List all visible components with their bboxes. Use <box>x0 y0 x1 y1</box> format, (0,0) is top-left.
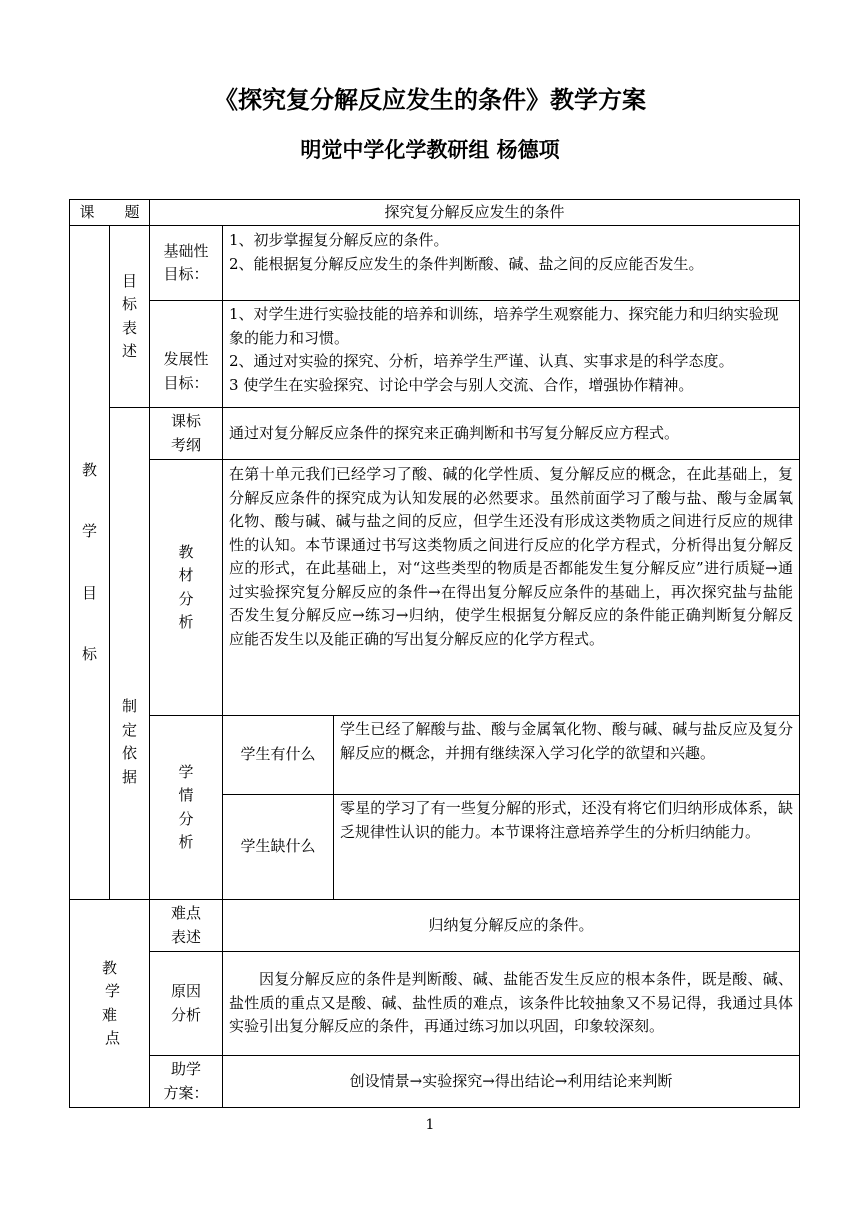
difficulty-statement-row <box>70 900 800 952</box>
textbook-label: 教 材 分 析 <box>150 460 223 716</box>
textbook-content: 在第十单元我们已经学习了酸、碱的化学性质、复分解反应的概念，在此基础上，复分解反应条件的探究成为认知发展的必然要求。虽然前面学习了酸与盐、酸与金属氧化物、酸与碱、碱与盐之间的反应，但学生还没有形成这类物质之间进行反应的规律性的认知。本节课通过书写这类物质之间进行反应的化学方程式，分析得出复分解反应的形式，在此基础上，对“这些类型的物质是否都能发生复分解反应”进行质疑→通过实验探究复分解反应的条件→在得出复分解反应条件的基础上，再次探究盐与盐能否发生复分解反应→练习→归纳，使学生根据复分解反应的条件能正确判断复分解反应能否发生以及能正确的写出复分解反应的化学方程式。 <box>223 460 800 716</box>
reason-content: 因复分解反应的条件是判断酸、碱、盐能否发生反应的根本条件，既是酸、碱、盐性质的重点又是酸、碱、盐性质的难点，该条件比较抽象又不易记得，我通过具体实验引出复分解反应的条件，再通过练习加以巩固，印象较深刻。 <box>223 952 800 1056</box>
topic-row <box>70 200 800 226</box>
syllabus-label: 课标 考纲 <box>150 408 223 460</box>
goal-statement-label: 目 标 表 述 <box>110 226 150 408</box>
dev-goal-row <box>70 301 800 408</box>
plan-label: 助学 方案： <box>150 1056 223 1108</box>
basic-goal-content: 1、初步掌握复分解反应的条件。 2、能根据复分解反应发生的条件判断酸、碱、盐之间的反应能否发生。 <box>223 226 800 301</box>
plan-row <box>70 1056 800 1108</box>
reason-label: 原因 分析 <box>150 952 223 1056</box>
plan-content: 创设情景→实验探究→得出结论→利用结论来判断 <box>223 1056 800 1108</box>
reason-row <box>70 952 800 1056</box>
topic-value: 探究复分解反应发生的条件 <box>150 200 800 226</box>
dev-goal-label: 发展性 目标： <box>150 301 223 408</box>
students-have-row <box>70 716 800 795</box>
students-have-content: 学生已经了解酸与盐、酸与金属氧化物、酸与碱、碱与盐反应及复分解反应的概念，并拥有继续深入学习化学的欲望和兴趣。 <box>334 716 800 795</box>
difficulty-statement-content: 归纳复分解反应的条件。 <box>223 900 800 952</box>
students-lack-content: 零星的学习了有一些复分解的形式，还没有将它们归纳形成体系，缺乏规律性认识的能力。本节课将注意培养学生的分析归纳能力。 <box>334 795 800 900</box>
basis-label: 制 定 依 据 <box>110 408 150 900</box>
teaching-goal-label: 教 学 目 标 <box>70 226 110 900</box>
basic-goal-label: 基础性 目标： <box>150 226 223 301</box>
learner-analysis-label: 学 情 分 析 <box>150 716 223 900</box>
textbook-row <box>70 460 800 716</box>
lesson-plan-table <box>69 199 800 1108</box>
basic-goal-row <box>70 226 800 301</box>
syllabus-row <box>70 408 800 460</box>
difficulty-statement-label: 难点 表述 <box>150 900 223 952</box>
document-title: 《探究复分解反应发生的条件》教学方案 <box>214 86 646 114</box>
page-number: 1 <box>425 1117 435 1133</box>
students-lack-label: 学生缺什么 <box>223 795 334 900</box>
topic-label: 课 题 <box>70 200 150 226</box>
students-have-label: 学生有什么 <box>223 716 334 795</box>
syllabus-content: 通过对复分解反应条件的探究来正确判断和书写复分解反应方程式。 <box>223 408 800 460</box>
teaching-difficulty-label: 教 学 难 点 <box>70 900 150 1108</box>
document-subtitle: 明觉中学化学教研组 杨德项 <box>300 138 560 162</box>
dev-goal-content: 1、对学生进行实验技能的培养和训练，培养学生观察能力、探究能力和归纳实验现象的能力和习惯。 2、通过对实验的探究、分析，培养学生严谨、认真、实事求是的科学态度。 3 使学生在实验探究、讨论中学会与别人交流、合作，增强协作精神。 <box>223 301 800 408</box>
